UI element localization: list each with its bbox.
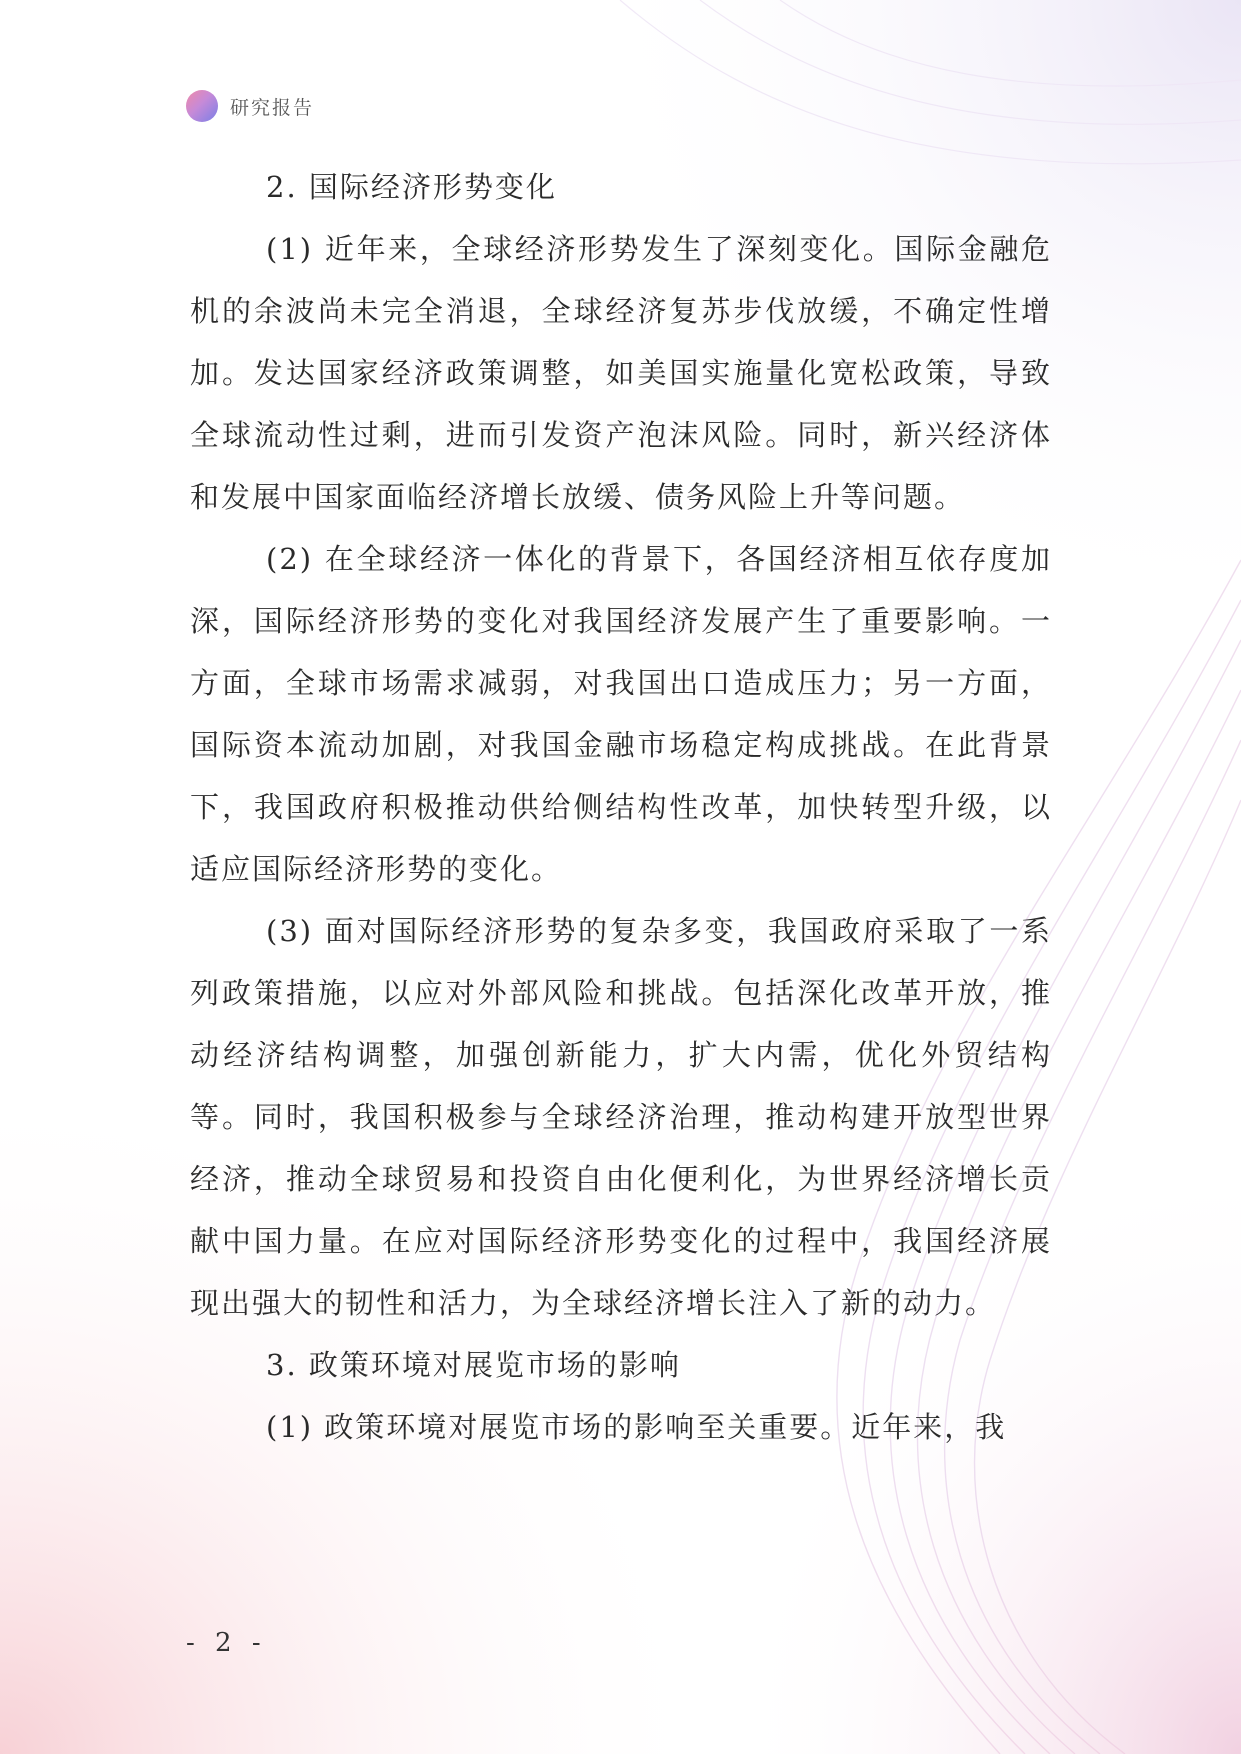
section-heading: 2. 国际经济形势变化 <box>266 170 557 204</box>
body-paragraph: (3) 面对国际经济形势的复杂多变，我国政府采取了一系列政策措施，以应对外部风险和挑战。包括深化改革开放，推动经济结构调整，加强创新能力，扩大内需，优化外贸结构等。同时，我国积极参与全球经济治理，推动构建开放型世界经济，推动全球贸易和投资自由化便利化，为世界经济增长贡献中国力量。在应对国际经济形势变化的过程中，我国经济展现出强大的韧性和活力，为全球经济增长注入了新的动力。 <box>190 914 1052 1320</box>
body-paragraph: (1) 政策环境对展览市场的影响至关重要。近年来，我 <box>266 1410 1007 1444</box>
body-paragraph: (2) 在全球经济一体化的背景下，各国经济相互依存度加深，国际经济形势的变化对我国经济发展产生了重要影响。一方面，全球市场需求减弱，对我国出口造成压力；另一方面，国际资本流动加剧，对我国金融市场稳定构成挑战。在此背景下，我国政府积极推动供给侧结构性改革，加快转型升级，以适应国际经济形势的变化。 <box>190 542 1052 886</box>
header-title: 研究报告 <box>230 96 315 119</box>
page-number: - 2 - <box>186 1628 267 1658</box>
body-paragraph: (1) 近年来，全球经济形势发生了深刻变化。国际金融危机的余波尚未完全消退，全球经济复苏步伐放缓，不确定性增加。发达国家经济政策调整，如美国实施量化宽松政策，导致全球流动性过剩，进而引发资产泡沫风险。同时，新兴经济体和发展中国家面临经济增长放缓、债务风险上升等问题。 <box>190 232 1052 514</box>
document-header <box>186 89 314 123</box>
document-body <box>190 156 1052 1458</box>
logo-circle-icon <box>186 90 218 122</box>
section-heading: 3. 政策环境对展览市场的影响 <box>266 1348 681 1382</box>
